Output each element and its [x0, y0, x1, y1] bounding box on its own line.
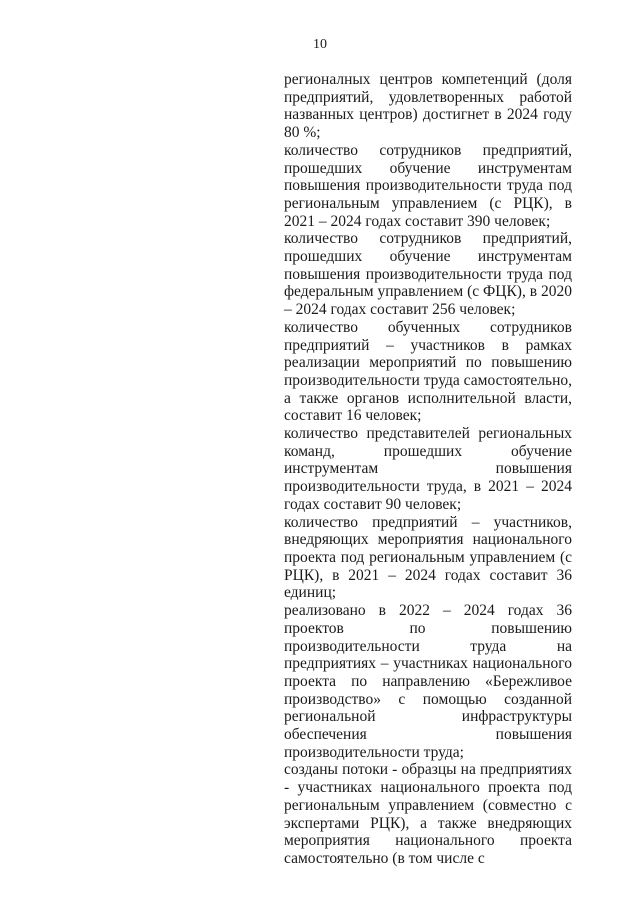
- paragraph-lean-projects: реализовано в 2022 – 2024 годах 36 проектов по повышению производительности труда на предприятиях – участниках национального проекта по направлению «Бережливое производство» с помощью созданной региональной инфраструктуры обеспечения повышения производительности труда;: [284, 602, 572, 761]
- page-number: 10: [313, 37, 327, 52]
- paragraph-federal-training: количество сотрудников предприятий, прошедших обучение инструментам повышения производительности труда под федеральным управлением (с ФЦК), в 2020 – 2024 годах составит 256 человек;: [284, 230, 572, 319]
- paragraph-enterprises-count: количество предприятий – участников, внедряющих мероприятия национального проекта под региональным управлением (с РЦК), в 2021 – 2024 годах составит 36 единиц;: [284, 513, 572, 602]
- paragraph-model-flows: созданы потоки - образцы на предприятиях - участниках национального проекта под региональным управлением (совместно с экспертами РЦК), а также внедряющих мероприятия национального проекта самостоятельно (в том числе с: [284, 761, 572, 867]
- document-text-column: [284, 71, 572, 868]
- paragraph-self-training: количество обученных сотрудников предприятий – участников в рамках реализации мероприятий по повышению производительности труда самостоятельно, а также органов исполнительной власти, составит 16 человек;: [284, 318, 572, 425]
- paragraph-regional-training: количество сотрудников предприятий, прошедших обучение инструментам повышения производительности труда под региональным управлением (с РЦК), в 2021 – 2024 годах составит 390 человек;: [284, 141, 572, 230]
- paragraph-rck-satisfaction: регионалных центров компетенций (доля предприятий, удовлетворенных работой названных центров) достигнет в 2024 году 80 %;: [284, 71, 572, 142]
- paragraph-regional-teams: количество представителей региональных команд, прошедших обучение инструментам повышения производительности труда, в 2021 – 2024 годах составит 90 человек;: [284, 425, 572, 513]
